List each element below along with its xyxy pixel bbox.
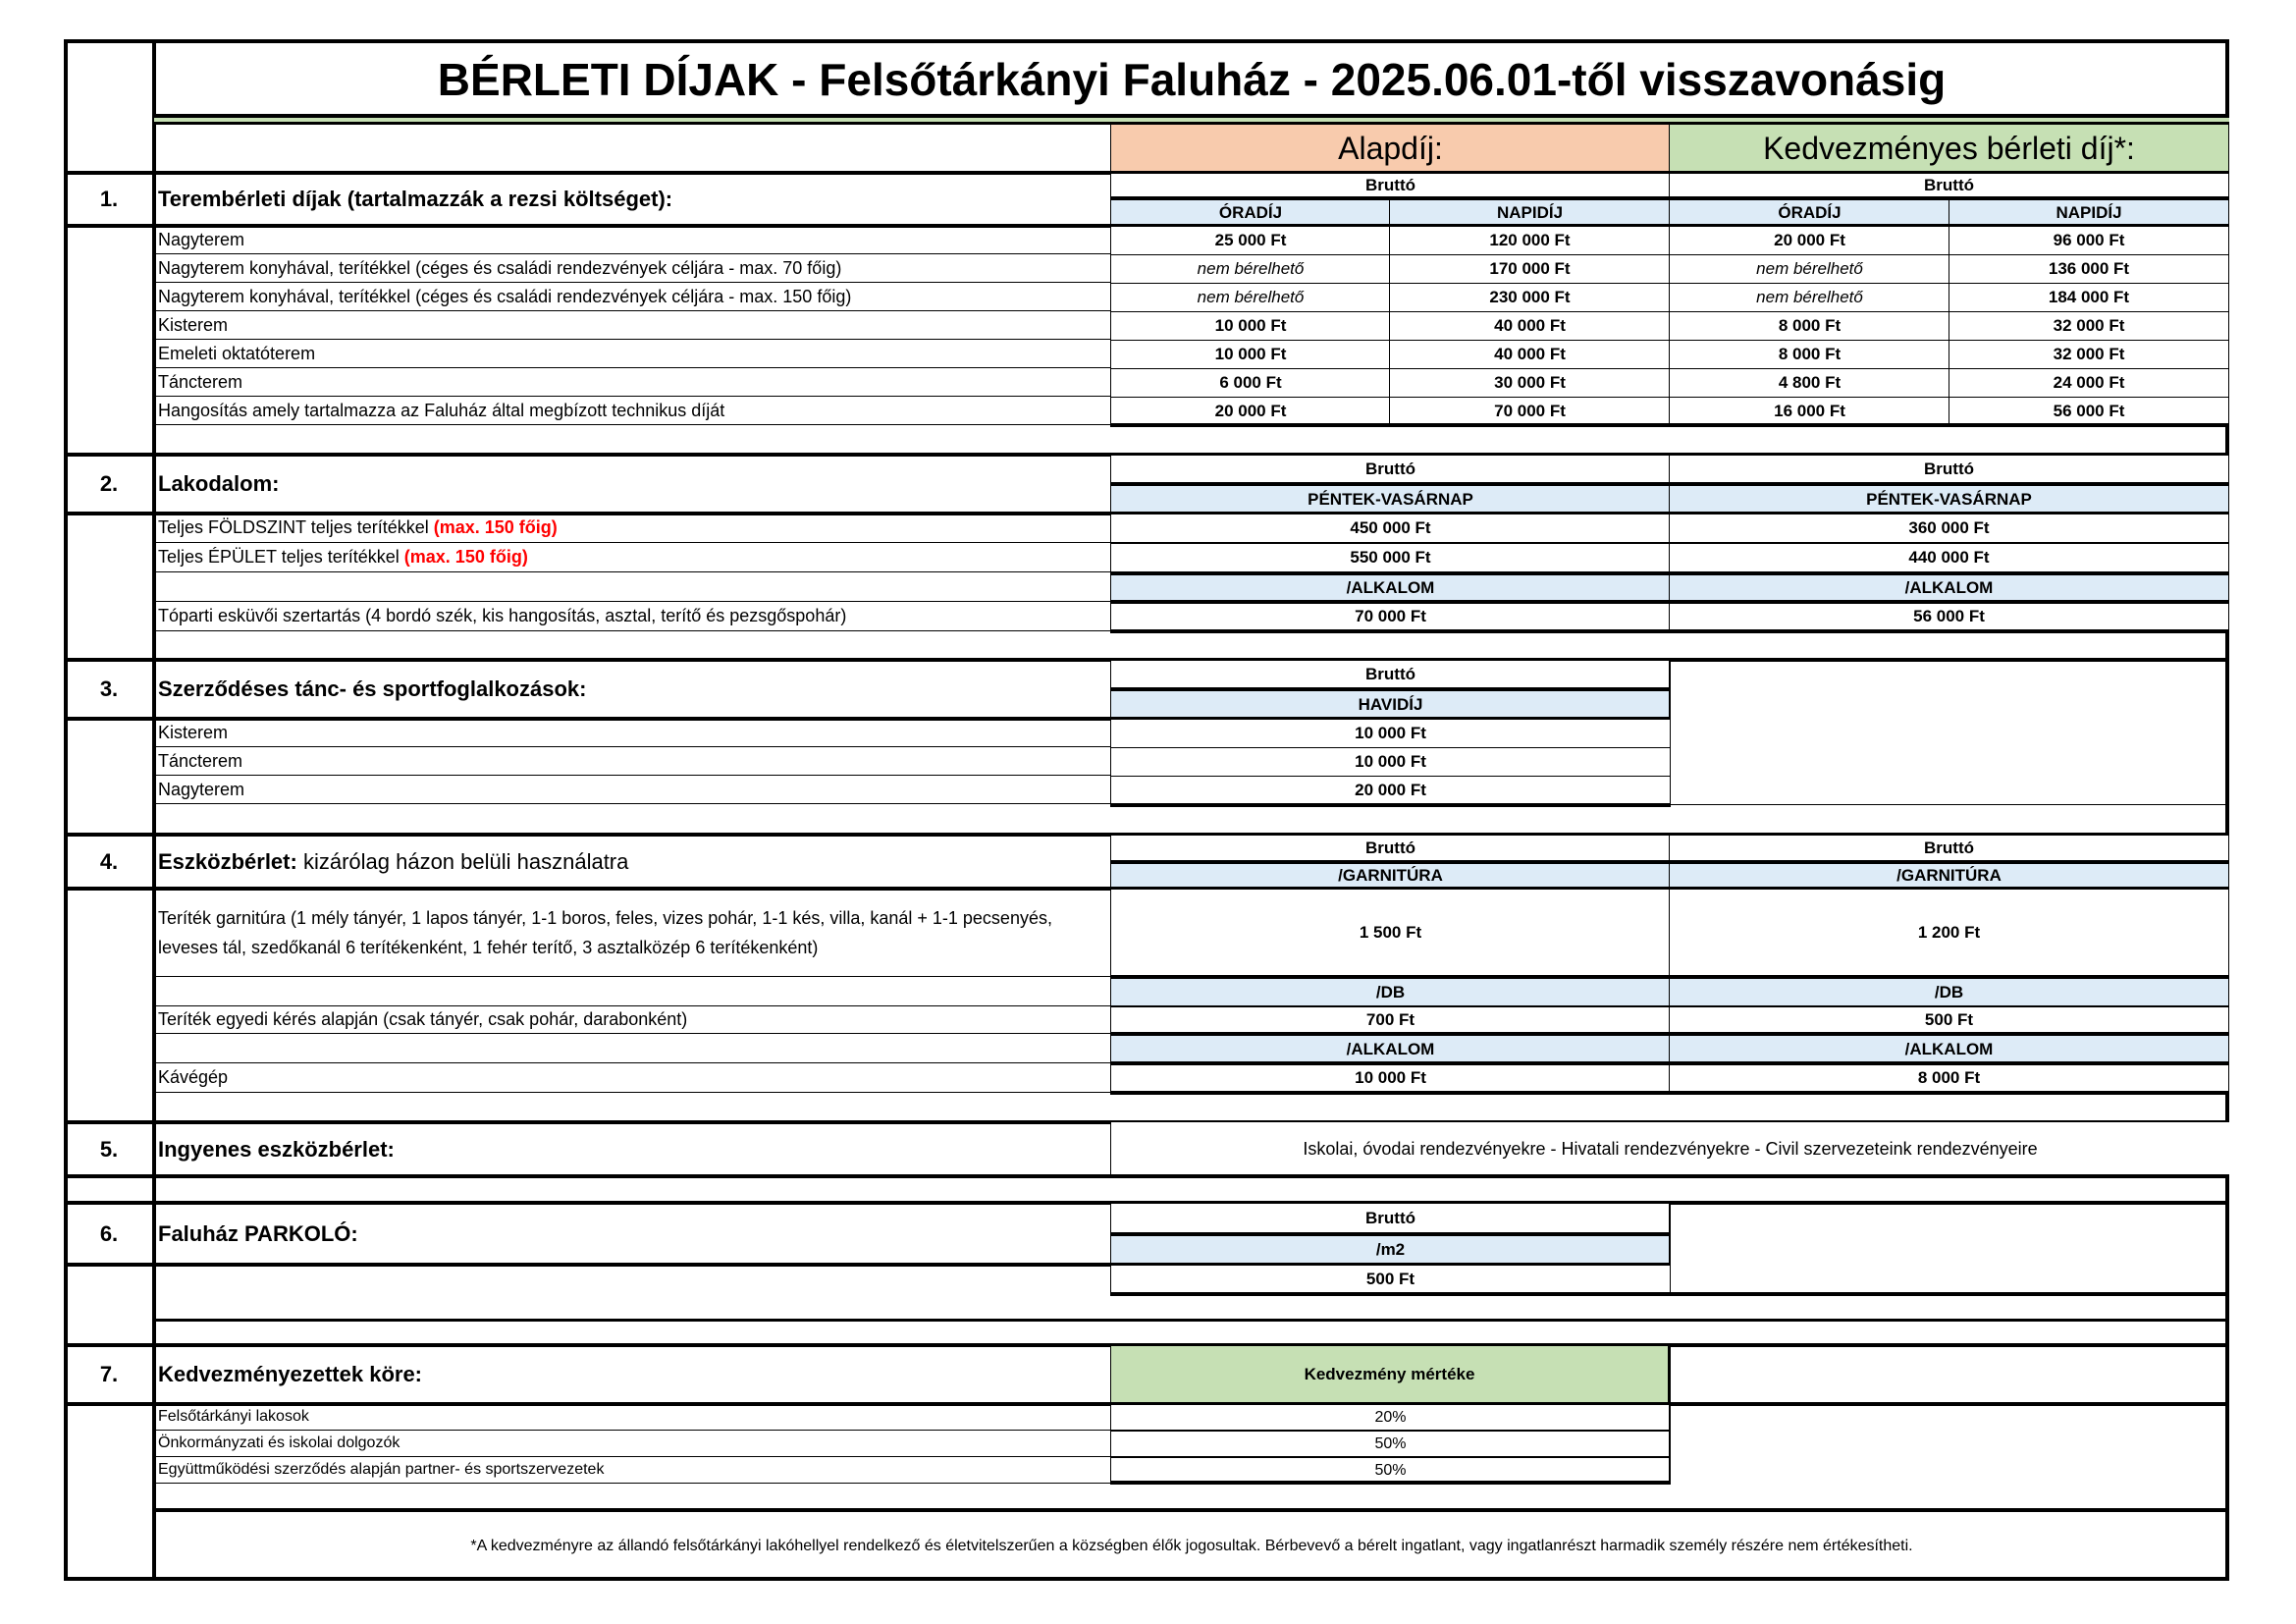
section-4-row-egyedi: Teríték egyedi kérés alapján (csak tányér, csak pohár, darabonként) bbox=[154, 1006, 1110, 1034]
section-4-egyedi-kedv: 500 Ft bbox=[1669, 1006, 2229, 1034]
section-2-brutto-kedv: Bruttó bbox=[1669, 455, 2229, 484]
section-1-number: 1. bbox=[99, 187, 119, 211]
section-7-row-label: Felsőtárkányi lakosok bbox=[154, 1404, 1110, 1431]
col-header-napidij-alap: NAPIDÍJ bbox=[1389, 196, 1671, 226]
section-2-foldszint-kedv: 360 000 Ft bbox=[1669, 514, 2229, 543]
section-1-price-cell: 230 000 Ft bbox=[1389, 283, 1671, 312]
section-3-price-cell: 20 000 Ft bbox=[1110, 776, 1671, 805]
section-2-period-kedv: PÉNTEK-VASÁRNAP bbox=[1669, 482, 2229, 514]
section-5-number: 5. bbox=[99, 1136, 119, 1162]
section-2-title: Lakodalom: bbox=[158, 471, 280, 496]
section-3-brutto: Bruttó bbox=[1110, 660, 1671, 689]
section-7-number: 7. bbox=[99, 1362, 119, 1386]
section-4-kavegep-alap: 10 000 Ft bbox=[1110, 1061, 1671, 1095]
section-4-title bbox=[154, 835, 1110, 889]
section-3-price-cell: 10 000 Ft bbox=[1110, 719, 1671, 748]
section-1-price-cell: 32 000 Ft bbox=[1949, 311, 2229, 341]
section-7-values-bottom-rule bbox=[1110, 1481, 1671, 1485]
section-4-unit-db-alap: /DB bbox=[1110, 975, 1671, 1006]
section-2-row-epulet bbox=[154, 543, 1110, 572]
section-1-price-cell: 8 000 Ft bbox=[1669, 340, 1950, 369]
section-1-price-cell: 16 000 Ft bbox=[1669, 397, 1950, 426]
section-2-epulet-kedv: 440 000 Ft bbox=[1669, 543, 2229, 572]
section-1-row-label: Nagyterem bbox=[154, 226, 1110, 254]
kedvezmenyes-header: Kedvezményes bérleti díj*: bbox=[1669, 124, 2229, 174]
section-4-unit-db-kedv: /DB bbox=[1669, 975, 2229, 1006]
section-1-price-cell: 24 000 Ft bbox=[1949, 368, 2229, 398]
section-4-brutto-alap: Bruttó bbox=[1110, 835, 1671, 862]
section-7-discount-cell: 20% bbox=[1110, 1404, 1671, 1431]
alapdij-header: Alapdíj: bbox=[1110, 124, 1671, 174]
section-4-row-garnitura: Teríték garnitúra (1 mély tányér, 1 lapos tányér, 1-1 boros, feles, vizes pohár, 1-1 kés, villa, kanál + 1-1 pecsenyés, leveses tál, szedőkanál 6 terítékenként, 1 fehér terítő, 3 asztalközép 6 terítékenként) bbox=[154, 889, 1110, 977]
col-header-oradij-alap: ÓRADÍJ bbox=[1110, 196, 1391, 226]
section-1-price-cell: 40 000 Ft bbox=[1389, 311, 1671, 341]
section-3-values-bottom-rule bbox=[1110, 803, 1671, 807]
section-7-header: Kedvezmény mértéke bbox=[1110, 1345, 1671, 1404]
section-1-price-cell: 56 000 Ft bbox=[1949, 397, 2229, 426]
section-1-brutto-kedv: Bruttó bbox=[1669, 173, 2229, 198]
section-1-price-cell: nem bérelhető bbox=[1669, 254, 1950, 284]
section-5-bottom-rule bbox=[64, 1174, 2229, 1178]
col-header-oradij-kedv: ÓRADÍJ bbox=[1669, 196, 1950, 226]
section-1-price-cell: nem bérelhető bbox=[1110, 283, 1391, 312]
section-1-row-label: Táncterem bbox=[154, 368, 1110, 397]
section-1-row-label: Nagyterem konyhával, terítékkel (céges és családi rendezvények céljára - max. 150 főig) bbox=[154, 283, 1110, 311]
section-1-price-cell: 136 000 Ft bbox=[1949, 254, 2229, 284]
section-2-unit-alap: /ALKALOM bbox=[1110, 571, 1671, 602]
section-6-right-bottom bbox=[1669, 1292, 2229, 1296]
section-1-row-label: Kisterem bbox=[154, 311, 1110, 340]
section-1-row-label: Nagyterem konyhával, terítékkel (céges és családi rendezvények céljára - max. 70 főig) bbox=[154, 254, 1110, 283]
section-1-price-cell: 96 000 Ft bbox=[1949, 226, 2229, 255]
section-1-values-bottom-rule bbox=[1110, 423, 2229, 427]
row-label: Teljes ÉPÜLET teljes terítékkel bbox=[158, 547, 404, 567]
section-6-unit: /m2 bbox=[1110, 1232, 1671, 1265]
row-label: Teljes FÖLDSZINT teljes terítékkel bbox=[158, 517, 434, 537]
section-6-value: 500 Ft bbox=[1110, 1265, 1671, 1296]
section-7-title: Kedvezményezettek köre: bbox=[158, 1362, 423, 1386]
section-1-price-cell: nem bérelhető bbox=[1669, 283, 1950, 312]
col-header-napidij-kedv: NAPIDÍJ bbox=[1949, 196, 2229, 226]
section-1-price-cell: 25 000 Ft bbox=[1110, 226, 1391, 255]
section-2-foldszint-alap: 450 000 Ft bbox=[1110, 514, 1671, 543]
section-1-price-cell: 8 000 Ft bbox=[1669, 311, 1950, 341]
section-4-garnitura-kedv: 1 200 Ft bbox=[1669, 889, 2229, 977]
section-1-brutto-alap: Bruttó bbox=[1110, 173, 1671, 198]
section-7-discount-cell: 50% bbox=[1110, 1431, 1671, 1457]
section-7-discount-cell: 50% bbox=[1110, 1457, 1671, 1484]
section-1-price-cell: 70 000 Ft bbox=[1389, 397, 1671, 426]
capacity-note: (max. 150 főig) bbox=[433, 517, 558, 537]
section-2-row-toparti: Tóparti esküvői szertartás (4 bordó szék, kis hangosítás, asztal, terítő és pezsgőspohár) bbox=[154, 602, 1110, 631]
section-4-row-blank-db bbox=[154, 977, 1110, 1006]
section-1-row-label: Emeleti oktatóterem bbox=[154, 340, 1110, 368]
section-1-price-cell: 20 000 Ft bbox=[1110, 397, 1391, 426]
section-3-row-label: Kisterem bbox=[154, 719, 1110, 747]
section-5-value: Iskolai, óvodai rendezvényekre - Hivatali rendezvényekre - Civil szervezeteink rendezvényeire bbox=[1110, 1122, 2229, 1176]
capacity-note: (max. 150 főig) bbox=[403, 547, 528, 567]
section-3-row-label: Táncterem bbox=[154, 747, 1110, 776]
section-6-number: 6. bbox=[99, 1220, 119, 1246]
section-2-toparti-alap: 70 000 Ft bbox=[1110, 600, 1671, 633]
section-3-price-cell: 10 000 Ft bbox=[1110, 747, 1671, 777]
section-4-unit-alkalom-alap: /ALKALOM bbox=[1110, 1032, 1671, 1063]
section-2-epulet-alap: 550 000 Ft bbox=[1110, 543, 1671, 572]
section-2-toparti-kedv: 56 000 Ft bbox=[1669, 600, 2229, 633]
section-1-price-cell: 32 000 Ft bbox=[1949, 340, 2229, 369]
section-2-unit-kedv: /ALKALOM bbox=[1669, 571, 2229, 602]
section-3-row-label: Nagyterem bbox=[154, 776, 1110, 804]
section-4-number: 4. bbox=[99, 848, 119, 874]
section-1-price-cell: nem bérelhető bbox=[1110, 254, 1391, 284]
section-1-price-cell: 10 000 Ft bbox=[1110, 340, 1391, 369]
section-3-number: 3. bbox=[99, 677, 119, 701]
section-1-price-cell: 10 000 Ft bbox=[1110, 311, 1391, 341]
section-7-row-label: Önkormányzati és iskolai dolgozók bbox=[154, 1431, 1110, 1457]
section-1-price-cell: 20 000 Ft bbox=[1669, 226, 1950, 255]
section-1-price-cell: 40 000 Ft bbox=[1389, 340, 1671, 369]
section-4-title-bold: Eszközbérlet: bbox=[158, 848, 297, 874]
section-4-title-rest: kizárólag házon belüli használatra bbox=[296, 848, 629, 874]
section-2-row-foldszint bbox=[154, 514, 1110, 543]
section-6-brutto: Bruttó bbox=[1110, 1203, 1671, 1234]
section-2-period-alap: PÉNTEK-VASÁRNAP bbox=[1110, 482, 1671, 514]
footnote: *A kedvezményre az állandó felsőtárkányi lakóhellyel rendelkező és életvitelszerűen a községben élők jogosultak. Bérbevevő a bérelt ingatlant, vagy ingatlanrészt harmadik személy részére nem értékesítheti. bbox=[470, 1538, 1913, 1554]
section-4-kavegep-kedv: 8 000 Ft bbox=[1669, 1061, 2229, 1095]
section-4-unit-garnitura-alap: /GARNITÚRA bbox=[1110, 860, 1671, 889]
section-6-right-empty bbox=[1669, 1203, 2229, 1294]
section-4-garnitura-alap: 1 500 Ft bbox=[1110, 889, 1671, 977]
section-4-egyedi-alap: 700 Ft bbox=[1110, 1006, 1671, 1034]
section-1-price-cell: 4 800 Ft bbox=[1669, 368, 1950, 398]
section-4-row-blank-alkalom bbox=[154, 1034, 1110, 1063]
section-1-price-cell: 184 000 Ft bbox=[1949, 283, 2229, 312]
section-1-price-cell: 120 000 Ft bbox=[1389, 226, 1671, 255]
section-5-title: Ingyenes eszközbérlet: bbox=[158, 1136, 395, 1162]
section-3-period: HAVIDÍJ bbox=[1110, 687, 1671, 719]
section-1-row-label: Hangosítás amely tartalmazza az Faluház által megbízott technikus díját bbox=[154, 397, 1110, 425]
section-4-row-kavegep: Kávégép bbox=[154, 1063, 1110, 1093]
section-6-title: Faluház PARKOLÓ: bbox=[158, 1220, 358, 1246]
section-3-right-empty bbox=[1669, 660, 2229, 805]
section-2-number: 2. bbox=[99, 471, 119, 496]
section-1-title: Terembérleti díjak (tartalmazzák a rezsi költséget): bbox=[158, 187, 673, 211]
section-4-unit-alkalom-kedv: /ALKALOM bbox=[1669, 1032, 2229, 1063]
section-3-title: Szerződéses tánc- és sportfoglalkozások: bbox=[158, 677, 587, 701]
section-1-price-cell: 170 000 Ft bbox=[1389, 254, 1671, 284]
section-4-brutto-kedv: Bruttó bbox=[1669, 835, 2229, 862]
section-1-price-cell: 30 000 Ft bbox=[1389, 368, 1671, 398]
section-2-brutto-alap: Bruttó bbox=[1110, 455, 1671, 484]
section-6-spacer-rule bbox=[154, 1319, 2229, 1322]
section-2-row-blank bbox=[154, 572, 1110, 602]
section-4-unit-garnitura-kedv: /GARNITÚRA bbox=[1669, 860, 2229, 889]
page-title: BÉRLETI DÍJAK - Felsőtárkányi Faluház - 2025.06.01-től visszavonásig bbox=[437, 54, 1947, 105]
section-1-price-cell: 6 000 Ft bbox=[1110, 368, 1391, 398]
section-7-right-divider bbox=[1669, 1404, 1671, 1483]
section-7-row-label: Együttműködési szerződés alapján partner- és sportszervezetek bbox=[154, 1457, 1110, 1484]
